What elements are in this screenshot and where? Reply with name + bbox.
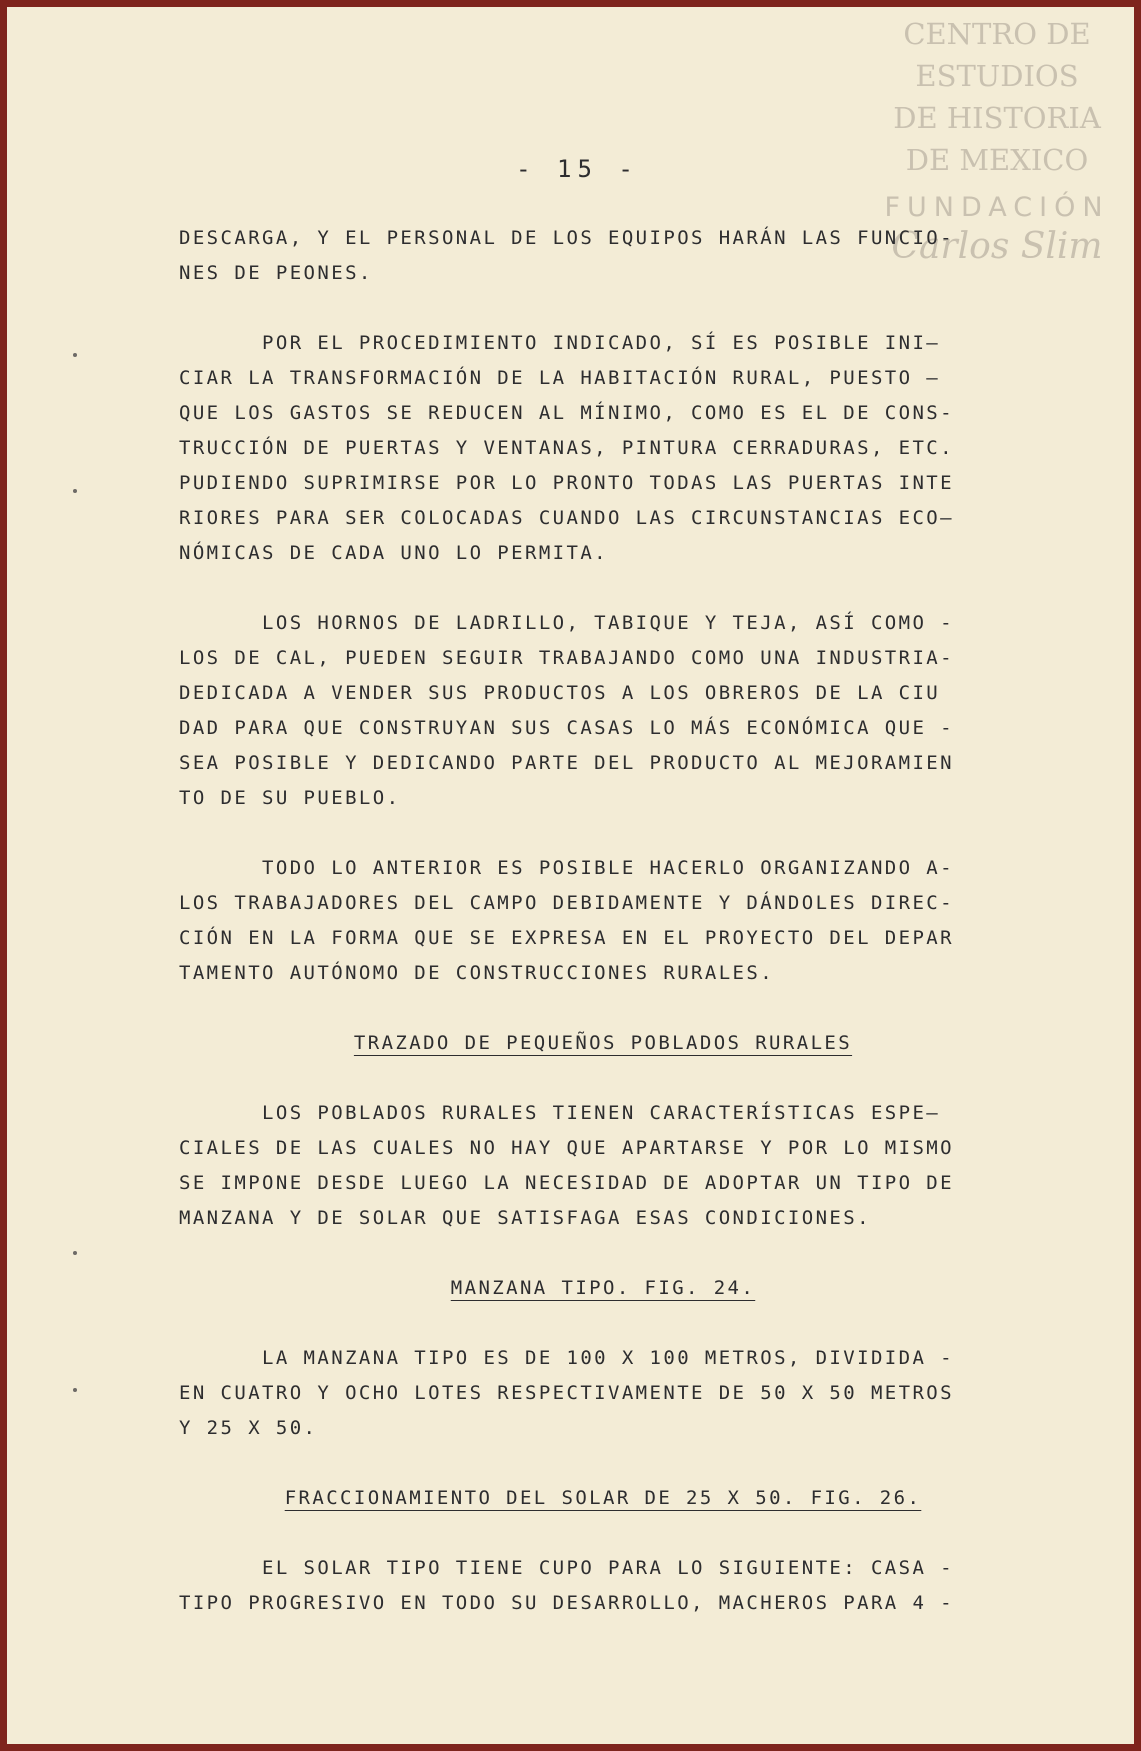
text-line: TAMENTO AUTÓNOMO DE CONSTRUCCIONES RURALES. [179, 962, 775, 984]
text-line: NES DE PEONES. [179, 262, 373, 284]
section-heading: TRAZADO DE PEQUEÑOS POBLADOS RURALES [353, 1032, 853, 1054]
text-line: TO DE SU PUEBLO. [179, 787, 401, 809]
watermark-fundacion: FUNDACIÓN [884, 192, 1110, 223]
text-line: TRUCCIÓN DE PUERTAS Y VENTANAS, PINTURA CERRADURAS, ETC. [179, 437, 954, 459]
text-line: TODO LO ANTERIOR ES POSIBLE HACERLO ORGANIZANDO A- [179, 857, 954, 879]
watermark-line: DE HISTORIA [893, 101, 1101, 135]
margin-mark [73, 489, 77, 493]
text-line: NÓMICAS DE CADA UNO LO PERMITA. [179, 542, 609, 564]
text-line: RIORES PARA SER COLOCADAS CUANDO LAS CIRCUNSTANCIAS ECO— [179, 507, 954, 529]
watermark-line: CENTRO DE [903, 17, 1091, 51]
paragraph [179, 606, 1027, 816]
section-heading: FRACCIONAMIENTO DEL SOLAR DE 25 X 50. FIG. 26. [284, 1487, 922, 1509]
text-line: EL SOLAR TIPO TIENE CUPO PARA LO SIGUIENTE: CASA - [179, 1557, 954, 1579]
text-line: DESCARGA, Y EL PERSONAL DE LOS EQUIPOS HARÁN LAS FUNCIO- [179, 227, 954, 249]
watermark-signature: Carlos Slim [891, 226, 1103, 267]
text-line: CIÓN EN LA FORMA QUE SE EXPRESA EN EL PROYECTO DEL DEPAR [179, 927, 954, 949]
document-body [179, 221, 1027, 1656]
text-line: EN CUATRO Y OCHO LOTES RESPECTIVAMENTE DE 50 X 50 METROS [179, 1382, 954, 1404]
text-line: QUE LOS GASTOS SE REDUCEN AL MÍNIMO, COMO ES EL DE CONS- [179, 402, 954, 424]
paragraph [179, 851, 1027, 991]
section-heading: MANZANA TIPO. FIG. 24. [450, 1277, 756, 1299]
paragraph [179, 1096, 1027, 1236]
text-line: LOS HORNOS DE LADRILLO, TABIQUE Y TEJA, ASÍ COMO - [179, 612, 954, 634]
text-line: PUDIENDO SUPRIMIRSE POR LO PRONTO TODAS LAS PUERTAS INTE [179, 472, 954, 494]
paragraph [179, 1551, 1027, 1621]
margin-mark [73, 1388, 77, 1392]
watermark-line: ESTUDIOS [915, 59, 1079, 93]
paragraph [179, 326, 1027, 571]
watermark-line: DE MEXICO [905, 143, 1089, 177]
text-line: DAD PARA QUE CONSTRUYAN SUS CASAS LO MÁS ECONÓMICA QUE - [179, 717, 954, 739]
paragraph [179, 1341, 1027, 1446]
page-number: - 15 - [516, 155, 639, 183]
text-line: TIPO PROGRESIVO EN TODO SU DESARROLLO, MACHEROS PARA 4 - [179, 1592, 954, 1614]
margin-mark [73, 1251, 77, 1255]
margin-mark [73, 353, 77, 357]
text-line: LA MANZANA TIPO ES DE 100 X 100 METROS, DIVIDIDA - [179, 1347, 954, 1369]
text-line: CIAR LA TRANSFORMACIÓN DE LA HABITACIÓN RURAL, PUESTO — [179, 367, 941, 389]
text-line: POR EL PROCEDIMIENTO INDICADO, SÍ ES POSIBLE INI— [179, 332, 941, 354]
text-line: LOS DE CAL, PUEDEN SEGUIR TRABAJANDO COMO UNA INDUSTRIA- [179, 647, 954, 669]
text-line: LOS POBLADOS RURALES TIENEN CARACTERÍSTICAS ESPE— [179, 1102, 941, 1124]
paragraph [179, 221, 1027, 291]
text-line: MANZANA Y DE SOLAR QUE SATISFAGA ESAS CONDICIONES. [179, 1207, 871, 1229]
text-line: DEDICADA A VENDER SUS PRODUCTOS A LOS OBREROS DE LA CIU [179, 682, 941, 704]
text-line: SE IMPONE DESDE LUEGO LA NECESIDAD DE ADOPTAR UN TIPO DE [179, 1172, 954, 1194]
text-line: LOS TRABAJADORES DEL CAMPO DEBIDAMENTE Y DÁNDOLES DIREC- [179, 892, 954, 914]
text-line: CIALES DE LAS CUALES NO HAY QUE APARTARSE Y POR LO MISMO [179, 1137, 954, 1159]
text-line: Y 25 X 50. [179, 1417, 318, 1439]
text-line: SEA POSIBLE Y DEDICANDO PARTE DEL PRODUCTO AL MEJORAMIEN [179, 752, 954, 774]
